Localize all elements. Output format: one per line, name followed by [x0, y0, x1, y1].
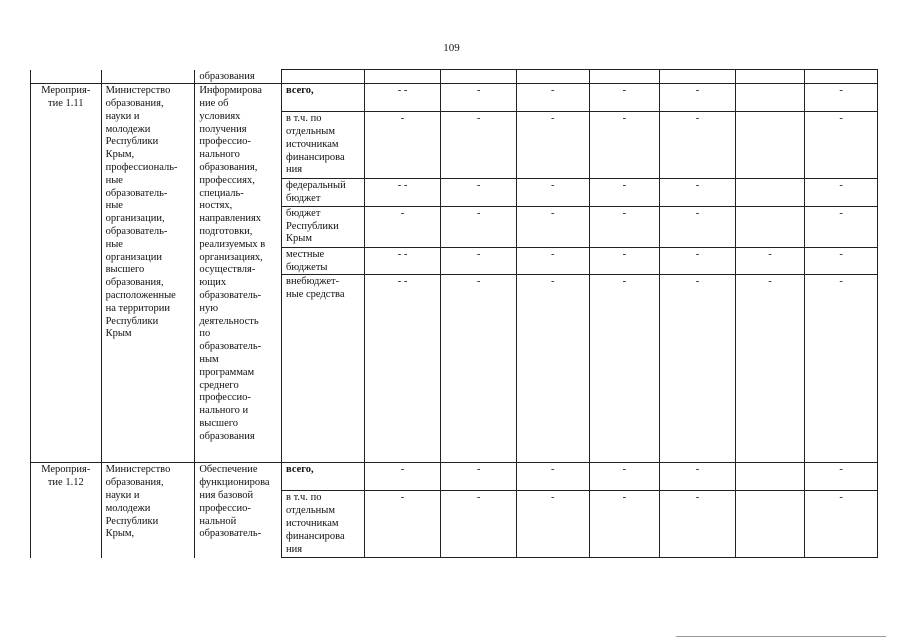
value-cell: -	[589, 112, 660, 179]
value-cell: -	[805, 179, 878, 207]
page-number: 109	[443, 42, 460, 54]
measure-name: Мероприя- тие 1.12	[31, 463, 102, 558]
value-cell: -	[441, 491, 517, 558]
value-cell: -	[441, 179, 517, 207]
value-cell: - -	[364, 179, 441, 207]
funding-source: федеральный бюджет	[282, 179, 365, 207]
value-cell: -	[589, 247, 660, 275]
funding-source: местные бюджеты	[282, 247, 365, 275]
value-cell: -	[589, 179, 660, 207]
funding-source: в т.ч. по отдельным источникам финансирова ния	[282, 491, 365, 558]
value-cell: -	[660, 206, 736, 247]
measure-executor: Министерство образования, науки и молодежи Республики Крым, профессиональ- ные образователь- ные организации, образователь- ные организации высшего образования, расположенные на территории Республики Крым	[101, 84, 195, 463]
measure-description: Информирова ние об условиях получения профессио- нального образования, профессиях, специаль- ностях, направлениях подготовки, реализуемых в организациях, осуществля- ющих образователь- ную деятельность по образователь- ным программам среднего профессио- нального и высшего образования	[195, 84, 282, 463]
value-cell: -	[441, 112, 517, 179]
value-cell: -	[660, 84, 736, 112]
value-cell: -	[805, 84, 878, 112]
value-cell: -	[589, 206, 660, 247]
value-cell: -	[441, 247, 517, 275]
value-cell: - -	[364, 84, 441, 112]
value-cell: -	[805, 463, 878, 491]
value-cell: -	[805, 247, 878, 275]
value-cell: -	[441, 206, 517, 247]
value-cell	[735, 206, 805, 247]
value-cell: -	[516, 84, 589, 112]
value-cell: -	[516, 275, 589, 463]
value-cell: -	[516, 247, 589, 275]
measure-description: Обеспечение функционирова ния базовой профессио- нальной образователь-	[195, 463, 282, 558]
table-row	[31, 84, 878, 112]
funding-source: внебюджет- ные средства	[282, 275, 365, 463]
value-cell	[735, 84, 805, 112]
value-cell: -	[589, 463, 660, 491]
value-cell: -	[660, 112, 736, 179]
measure-executor: Министерство образования, науки и молодежи Республики Крым,	[101, 463, 195, 558]
value-cell: -	[441, 463, 517, 491]
value-cell: -	[589, 275, 660, 463]
financing-table	[30, 69, 878, 558]
table-row	[31, 463, 878, 491]
value-cell: -	[364, 491, 441, 558]
value-cell: -	[735, 275, 805, 463]
value-cell	[735, 491, 805, 558]
scan-edge-line	[676, 636, 886, 637]
value-cell: -	[441, 275, 517, 463]
value-cell: -	[805, 112, 878, 179]
value-cell: -	[805, 275, 878, 463]
value-cell: -	[660, 179, 736, 207]
value-cell: - -	[364, 247, 441, 275]
value-cell: -	[735, 247, 805, 275]
value-cell: -	[364, 206, 441, 247]
funding-source: всего,	[282, 463, 365, 491]
value-cell: -	[364, 112, 441, 179]
value-cell: -	[589, 84, 660, 112]
value-cell: -	[516, 463, 589, 491]
continuation-row	[31, 70, 878, 84]
value-cell: -	[805, 206, 878, 247]
value-cell: - -	[364, 275, 441, 463]
value-cell: -	[364, 463, 441, 491]
value-cell: -	[516, 112, 589, 179]
continuation-text: образования	[195, 70, 282, 84]
value-cell: -	[441, 84, 517, 112]
value-cell: -	[660, 463, 736, 491]
value-cell: -	[516, 206, 589, 247]
value-cell: -	[516, 491, 589, 558]
value-cell: -	[516, 179, 589, 207]
funding-source: бюджет Республики Крым	[282, 206, 365, 247]
value-cell	[735, 463, 805, 491]
value-cell: -	[805, 491, 878, 558]
value-cell	[735, 112, 805, 179]
funding-source: всего,	[282, 84, 365, 112]
measure-name: Мероприя- тие 1.11	[31, 84, 102, 463]
value-cell: -	[660, 247, 736, 275]
value-cell	[735, 179, 805, 207]
value-cell: -	[589, 491, 660, 558]
value-cell: -	[660, 275, 736, 463]
funding-source: в т.ч. по отдельным источникам финансирова ния	[282, 112, 365, 179]
value-cell: -	[660, 491, 736, 558]
